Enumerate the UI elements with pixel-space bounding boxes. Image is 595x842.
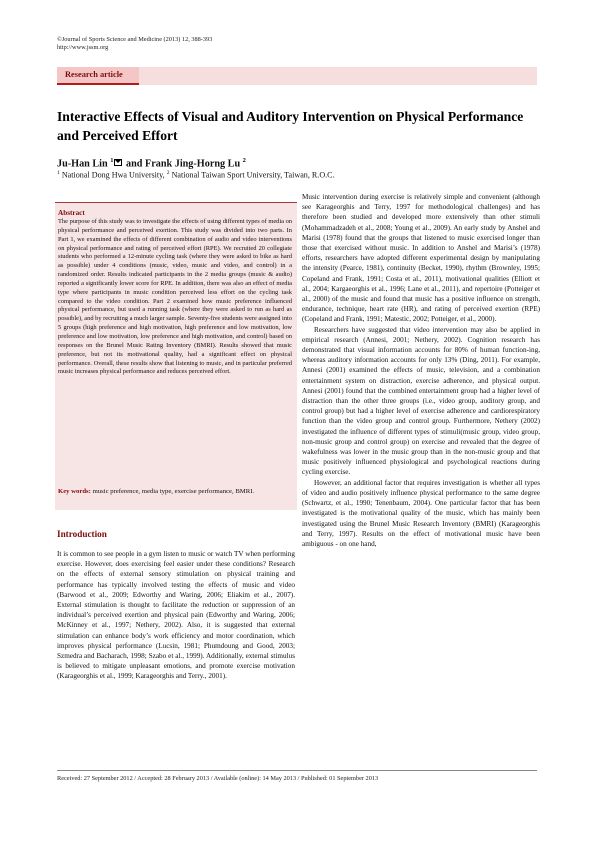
abstract-top-rule: [55, 202, 297, 203]
intro-paragraph-1: It is common to see people in a gym listen to music or watch TV when performing exercise. However, does exercising feel easier under these conditions? Research on the effects of external sensory stimulation on physical training and performance has typically involved testing the effects of music and video (Barwood et al., 2009; Edworthy and Waring, 2006; Eliakim et al., 2007). External stimulation is thought to facilitate the reduction or suppression of an individual’s perceived exertion and physical pain (Edworthy and Waring, 2006; McKinney et al., 1997; Nethery, 2002). Also, it is suggested that external stimulation can enhance body’s work efficiency and motor coordination, which improves physical performance (Lucsin, 1981; Phumdoung and Good, 2003; Szmedra and Bacharach, 1998; Szabo et al., 1999). Additionally, external stimulus is believed to mitigate unpleasant emotions, and promote exercise motivation (Karageorghis et al., 1999; Karageorghis and Terry., 2001).: [57, 550, 295, 681]
journal-header: [57, 36, 212, 53]
right-column: [302, 192, 540, 549]
author-2-affil-mark: 2: [242, 157, 246, 164]
right-paragraph-3: However, an additional factor that requires investigation is whether all types of video and audio positively influence physical performance to the same degree (Schwartz, et al., 1990; Tenenbaum, 2004). One particular factor that has been investigated is the motivational quality of the music, which has mainly been investigated using the Brunel Music Research Inventory (BMRI) (Karageorghis and Terry, 1997). Results on the effect of motivational music have been ambiguous - on one hand,: [302, 478, 540, 548]
keywords: [58, 487, 292, 496]
article-type-label: Research article: [65, 70, 123, 79]
author-2: and Frank Jing-Horng Lu: [126, 158, 241, 170]
author-line: [57, 157, 246, 169]
affil-1-mark: 1: [57, 170, 60, 176]
received-dates: Received: 27 September 2012 / Accepted: 28 February 2013 / Available (online): 14 May 2013 / Published: 01 September 2013: [57, 775, 379, 782]
abstract-text: The purpose of this study was to investigate the effects of using different types of media on physical performance and perceived exertion. This study was divided into two parts. In Part 1, we examined the effects of different combination of audio and video interventions on physical performance and rating of perceived effort (RPE). We recruited 20 collegiate students who performed a 12-minute cycling task (where they were asked to bike as hard as possible) under 4 conditions (music, video, music and video, and control) in a randomized order. Results indicated participants in the 2 media groups (music & audio) reported a significantly lower score for RPE. In addition, there was also an effect of media type where participants in music condition perceived less effort on the cycling task compared to the video condition. Part 2 examined how music preference influenced physical performance, but used a running task (where they were asked to run as hard as possible), and by recruiting a much larger sample. Seventy-five students were assigned into 5 groups (high preference and high motivation, high preference and low motivation, low preference and low motivation, low preference and high motivation, and control) based on responses on the Brunel Music Rating Inventory (BMRI). Results showed that music preference, but not its motivational quality, had a significant effect on physical performance. Overall, these results show that listening to music, and in particular preferred music increases physical performance and reduces perceived effort.: [58, 218, 292, 376]
right-paragraph-1: Music intervention during exercise is relatively simple and convenient (although see Karageorghis and Terry, 1997 for methodological challenges) and has therefore been studied and developed more extensively than other stimuli (Mohammadzadeh et al., 2008; Young et al., 2009). An early study by Anshel and Marisi (1978) found that the groups that listened to music exercised longer than those that exercised without music. In addition to Anshel and Marisi’s (1978) efforts, researchers have adopted different experimental design by manipulating the intensity (Pearce, 1981), continuity (Becket, 1990), rhythm (Brownley, 1995; Copeland and Frank, 1991; Costa et al., 2011), motivational qualities (Elliott et al., 2004; Kargaeorghis et al., 1996; Lane et al., 2011), and repertoire (Potteiger et al., 2000) of the music and found that music has a positive influence on strength, endurance, technique, heart rate (HR), and rating of perceived exertion (RPE) (Copeland and Frank, 1991; Matestic, 2002; Potteiger, et al., 2000).: [302, 193, 540, 324]
right-paragraph-2: Researchers have suggested that video intervention may also be applied in empirical research (Annesi, 2001; Nethery, 2002). Cognition research has demonstrated that visual information accounts for 80% of human function-ing, whereas auditory information accounts for only 13% (Ding, 2011). For example, Annesi (2001) examined the effects of music, television, and a combination entertainment system on distraction, exercise adherence, and physical output. Annesi (2001) found that the combined entertainment group had a higher level of distraction than the other three groups (i.e., video group, auditory group, and control group) but had a higher level of exercise adherence and cardiorespiratory function than the video group and control group. Furthermore, Nethery (2002) investigated the influence of different types of stimuli(music group, video group, non-music group and control group) on exercise and revealed that the degree of wakefulness was lower in the music group than in the non-music group and that music positively influenced physiological and psychological reactions during cycling exercise.: [302, 325, 540, 477]
journal-citation: ©Journal of Sports Science and Medicine (2013) 12, 388-393: [57, 36, 213, 43]
author-1: Ju-Han Lin: [57, 158, 108, 170]
author-1-affil-mark: 1: [110, 157, 114, 164]
keywords-label: Key words:: [58, 488, 91, 495]
footer-rule: [57, 770, 537, 771]
affil-2-mark: 2: [166, 170, 170, 176]
introduction-heading: Introduction: [57, 529, 107, 539]
affil-2: National Taiwan Sport University, Taiwan, R.O.C.: [171, 170, 335, 180]
left-column: [57, 549, 295, 682]
keywords-text: music preference, media type, exercise performance, BMRI.: [92, 488, 255, 495]
email-envelope-icon[interactable]: [114, 159, 122, 166]
paper-title: Interactive Effects of Visual and Auditory Intervention on Physical Performance and Perceived Effort: [57, 109, 524, 143]
abstract-heading: Abstract: [58, 209, 85, 217]
article-type-tab: [57, 67, 139, 85]
affiliations: [57, 170, 335, 180]
affil-1: National Dong Hwa University,: [61, 170, 165, 180]
journal-url[interactable]: http://www.jssm.org: [57, 44, 109, 52]
